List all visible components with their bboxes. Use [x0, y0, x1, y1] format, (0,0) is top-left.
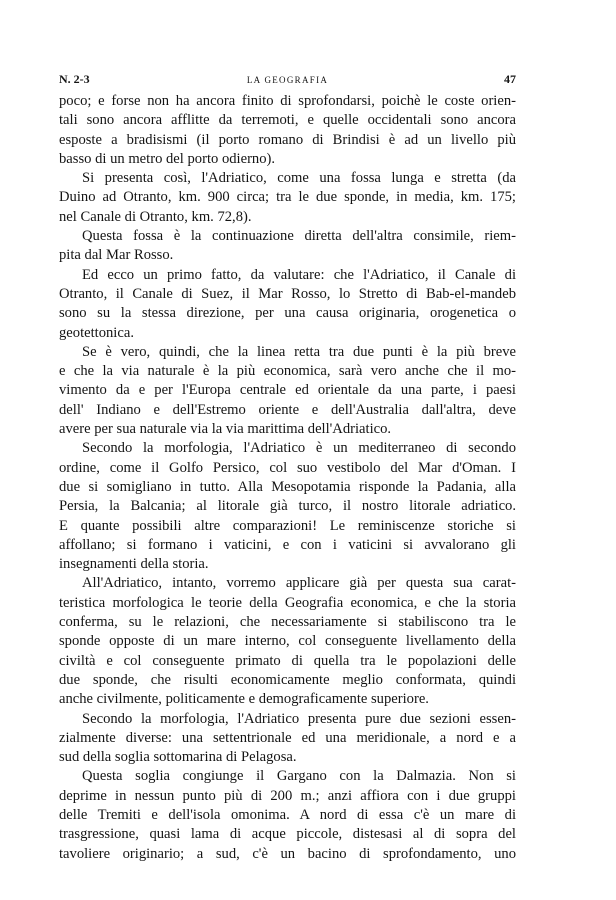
text-line: Secondo la morfologia, l'Adriatico è un mediterraneo di secondo	[82, 440, 516, 457]
running-head	[59, 72, 516, 86]
text-line: due sponde, che risulti economicamente meglio conformata, quindi	[59, 671, 516, 688]
text-line: Otranto, il Canale di Suez, il Mar Rosso, lo Stretto di Bab-el-mandeb	[59, 285, 516, 302]
text-line: vimento da e per l'Europa centrale ed orientale da una parte, i paesi	[59, 382, 516, 399]
journal-title: LA GEOGRAFIA	[246, 75, 329, 85]
text-line: dell' Indiano e dell'Estremo oriente e dell'Australia dall'altra, deve	[59, 401, 516, 418]
text-line: basso di un metro del porto odierno).	[59, 150, 276, 167]
text-line: zialmente diverse: una settentrionale ed una meridionale, a nord e a	[59, 729, 516, 746]
text-line: conferma, su le relazioni, che necessariamente si stabiliscono tra le	[59, 614, 516, 631]
body-text	[59, 92, 516, 864]
text-line: esposte a bradisismi (il porto romano di Brindisi è ad un livello più	[59, 131, 516, 148]
text-line: pita dal Mar Rosso.	[59, 247, 174, 264]
text-line: E quante possibili altre comparazioni! Le reminiscenze storiche si	[59, 517, 516, 534]
text-line: sono su la stessa direzione, per una causa originaria, orogenetica o	[59, 305, 516, 322]
text-line: affollano; si formano i vaticini, e con i vaticini si avvalorano gli	[59, 536, 516, 553]
text-line: tavoliere originario; a sud, c'è un bacino di sprofondamento, uno	[59, 845, 516, 862]
text-line: deprime in nessun punto più di 200 m.; anzi affiora con i due gruppi	[59, 787, 516, 804]
text-line: trasgressione, quasi lama di acque piccole, distesasi al di sopra del	[59, 826, 516, 843]
text-line: nel Canale di Otranto, km. 72,8).	[59, 208, 252, 225]
text-line: Duino ad Otranto, km. 900 circa; tra le due sponde, in media, km. 175;	[59, 189, 516, 206]
text-line: Questa fossa è la continuazione diretta dell'altra consimile, riem-	[82, 228, 516, 245]
text-line: Ed ecco un primo fatto, da valutare: che l'Adriatico, il Canale di	[82, 266, 516, 283]
text-line: Persia, la Balcania; al litorale già turco, il nostro litorale adriatico.	[59, 498, 516, 515]
text-line: civiltà e col conseguente primato di quella tra le popolazioni delle	[59, 652, 516, 669]
page-number: 47	[504, 72, 516, 86]
text-line: All'Adriatico, intanto, vorremo applicare già per questa sua carat-	[82, 575, 516, 592]
text-line: Si presenta così, l'Adriatico, come una fossa lunga e stretta (da	[82, 170, 516, 187]
text-line: insegnamenti della storia.	[59, 556, 209, 573]
text-line: tali sono ancora afflitte da terremoti, e quelle occidentali sono ancora	[59, 112, 516, 129]
text-line: Questa soglia congiunge il Gargano con la Dalmazia. Non si	[82, 768, 516, 785]
text-line: geotettonica.	[59, 324, 134, 341]
text-line: sud della soglia sottomarina di Pelagosa.	[59, 749, 297, 766]
text-line: e che la via naturale è la più economica, sarà vero anche che il mo-	[59, 363, 516, 380]
text-line: avere per sua naturale via la via marittima dell'Adriatico.	[59, 421, 392, 438]
text-line: due si somigliano in tutto. Alla Mesopotamia risponde la Padania, alla	[59, 478, 516, 495]
text-line: Secondo la morfologia, l'Adriatico presenta pure due sezioni essen-	[82, 710, 516, 727]
text-line: Se è vero, quindi, che la linea retta tra due punti è la più breve	[82, 343, 516, 360]
text-line: sponde opposte di un mare interno, col conseguente livellamento della	[59, 633, 516, 650]
text-line: ordine, come il Golfo Persico, col suo vestibolo del Mar d'Oman. I	[59, 459, 516, 476]
text-line: anche civilmente, politicamente e demograficamente superiore.	[59, 691, 429, 708]
text-line: teristica morfologica le teorie della Geografia economica, e che la storia	[59, 594, 516, 611]
text-line: poco; e forse non ha ancora finito di sprofondarsi, poichè le coste orien-	[59, 93, 516, 109]
text-line: delle Tremiti e dell'isola omonima. A nord di essa c'è un mare di	[59, 806, 516, 823]
issue-number: N. 2-3	[59, 72, 90, 86]
